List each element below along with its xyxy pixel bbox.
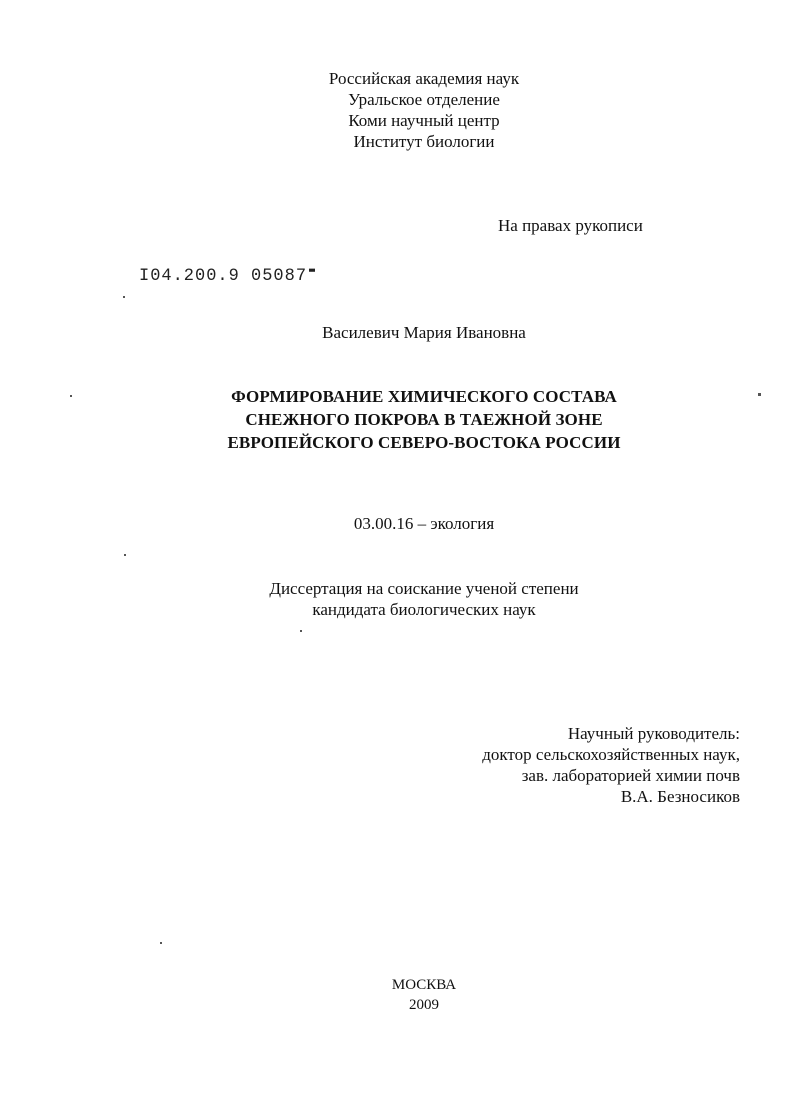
supervisor-heading: Научный руководитель: (567, 724, 740, 743)
scan-speck (123, 296, 125, 298)
institution-line-center: Коми научный центр (348, 111, 500, 130)
supervisor-position: зав. лабораторией химии почв (521, 766, 740, 785)
scan-speck (160, 942, 162, 944)
library-stamp (139, 267, 315, 287)
specialty-code: 03.00.16 – экология (353, 514, 495, 533)
author-name: Василевич Мария Ивановна (322, 323, 526, 342)
stamp-dash-mark (309, 269, 315, 272)
scan-speck (124, 554, 126, 556)
institution-line-branch: Уральское отделение (348, 90, 500, 109)
supervisor-degree: доктор сельскохозяйственных наук, (482, 745, 740, 764)
institution-line-institute: Институт биологии (353, 132, 495, 151)
degree-line-2: кандидата биологических наук (312, 600, 536, 619)
degree-statement (0, 578, 793, 620)
supervisor-block (482, 723, 740, 807)
institution-header (0, 68, 793, 152)
title-line-2: СНЕЖНОГО ПОКРОВА В ТАЕЖНОЙ ЗОНЕ (245, 410, 603, 429)
degree-line-1: Диссертация на соискание ученой степени (269, 579, 579, 598)
scan-speck (758, 393, 761, 396)
institution-line-academy: Российская академия наук (328, 69, 520, 88)
scan-speck (70, 395, 72, 397)
supervisor-name: В.А. Безносиков (620, 787, 740, 806)
title-line-1: ФОРМИРОВАНИЕ ХИМИЧЕСКОГО СОСТАВА (231, 387, 617, 406)
library-stamp-number: I04.200.9 05087 (139, 266, 308, 287)
scan-speck (300, 630, 302, 632)
city-name: МОСКВА (391, 977, 457, 993)
manuscript-rights-note: На правах рукописи (498, 216, 643, 235)
publication-year: 2009 (409, 997, 439, 1013)
dissertation-title (0, 385, 793, 454)
title-line-3: ЕВРОПЕЙСКОГО СЕВЕРО-ВОСТОКА РОССИИ (227, 433, 621, 452)
city-year-footer (0, 975, 793, 1015)
